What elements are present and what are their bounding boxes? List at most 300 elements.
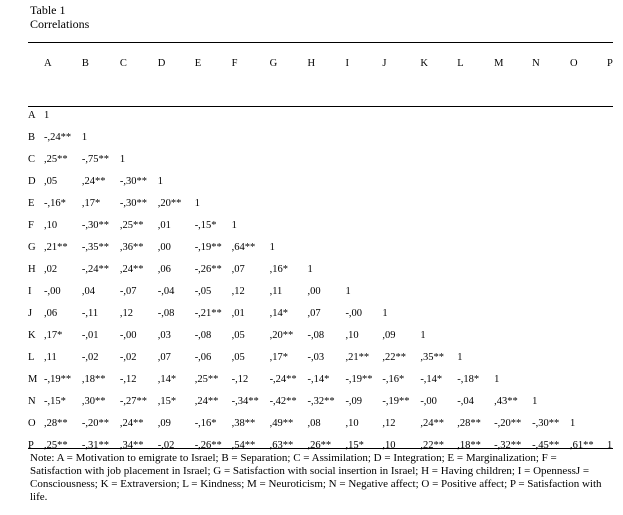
correlation-cell: ,21** — [43, 242, 68, 253]
correlation-cell — [457, 330, 494, 352]
correlation-cell — [570, 352, 607, 374]
column-header: A — [43, 58, 52, 69]
correlation-cell — [532, 220, 570, 242]
table-row — [28, 308, 623, 330]
correlation-cell — [607, 418, 623, 440]
correlation-cell — [382, 132, 420, 154]
table-row — [28, 418, 623, 440]
correlation-cell: ,22** — [382, 352, 406, 363]
correlation-cell: ,03 — [157, 330, 171, 341]
correlation-cell: -,00 — [420, 396, 437, 407]
correlation-cell — [232, 176, 270, 198]
correlation-cell — [270, 220, 308, 242]
correlation-cell — [494, 264, 532, 286]
correlation-cell: ,07 — [157, 352, 171, 363]
correlation-cell: ,10 — [43, 220, 58, 231]
row-label: I — [28, 286, 32, 297]
correlation-cell: -,19** — [43, 374, 72, 385]
row-label: C — [28, 154, 36, 165]
correlation-cell — [532, 242, 570, 264]
correlation-cell — [570, 132, 607, 154]
correlation-cell: ,04 — [81, 286, 96, 297]
correlation-cell — [570, 198, 607, 220]
correlation-cell — [457, 154, 494, 176]
column-header: B — [81, 58, 89, 69]
correlation-cell: -,11 — [81, 308, 99, 319]
correlation-cell: ,25** — [43, 154, 68, 165]
correlation-cell: ,17* — [269, 352, 288, 363]
correlation-cell: ,02 — [43, 264, 58, 275]
correlation-cell: ,01 — [157, 220, 171, 231]
correlation-cell: -,06 — [194, 352, 212, 363]
correlation-cell — [270, 198, 308, 220]
correlation-cell: -,20** — [81, 418, 110, 429]
correlation-cell — [607, 220, 623, 242]
correlation-cell — [308, 132, 346, 154]
table-row — [28, 220, 623, 242]
correlation-cell: -,30** — [119, 198, 147, 209]
correlation-cell: -,24** — [81, 264, 110, 275]
correlation-cell — [570, 330, 607, 352]
correlation-cell: -,35** — [81, 242, 110, 253]
correlation-cell: -,05 — [194, 286, 212, 297]
correlation-cell: ,05 — [231, 330, 245, 341]
correlation-cell — [308, 220, 346, 242]
correlation-cell: -,26** — [194, 440, 222, 451]
correlation-cell — [457, 110, 494, 132]
correlation-cell: -,00 — [119, 330, 137, 341]
correlation-cell: -,19** — [194, 242, 222, 253]
correlation-cell — [308, 176, 346, 198]
row-label: A — [28, 110, 36, 121]
correlation-cell: -,30** — [532, 418, 560, 429]
correlation-cell: ,24** — [119, 264, 144, 275]
correlation-cell: -,02 — [81, 352, 99, 363]
correlation-cell: 1 — [43, 110, 50, 121]
correlation-cell — [607, 396, 623, 418]
correlation-cell: ,07 — [307, 308, 321, 319]
correlation-cell: -,15* — [43, 396, 66, 407]
table-row — [28, 396, 623, 418]
row-label: N — [28, 396, 36, 407]
correlation-cell: ,05 — [43, 176, 58, 187]
correlation-cell — [195, 176, 232, 198]
correlation-cell: ,12 — [119, 308, 133, 319]
correlation-cell: -,32** — [307, 396, 335, 407]
correlation-cell — [570, 110, 607, 132]
correlation-cell — [532, 286, 570, 308]
correlation-cell — [232, 132, 270, 154]
correlation-cell — [532, 374, 570, 396]
correlation-cell — [270, 132, 308, 154]
table-body — [28, 78, 623, 462]
correlation-cell: -,07 — [119, 286, 137, 297]
correlation-cell: -,12 — [231, 374, 249, 385]
correlation-cell: 1 — [532, 396, 538, 407]
table-subtitle: Correlations — [30, 17, 90, 31]
correlation-cell — [607, 198, 623, 220]
correlation-cell: -,01 — [81, 330, 99, 341]
correlation-cell — [457, 242, 494, 264]
correlation-cell — [158, 110, 195, 132]
row-label: F — [28, 220, 34, 231]
correlation-cell: -,30** — [81, 220, 110, 231]
correlation-cell — [382, 154, 420, 176]
correlation-cell — [494, 176, 532, 198]
correlation-cell: -,26** — [194, 264, 222, 275]
correlation-cell — [570, 308, 607, 330]
correlation-cell — [494, 220, 532, 242]
correlation-cell — [494, 154, 532, 176]
correlation-cell: -,45** — [532, 440, 560, 451]
correlation-cell — [195, 154, 232, 176]
correlation-cell — [345, 220, 382, 242]
correlation-cell: -,14* — [420, 374, 443, 385]
table-row — [28, 352, 623, 374]
correlation-cell — [120, 110, 158, 132]
correlation-cell — [195, 132, 232, 154]
correlation-cell: 1 — [231, 220, 237, 231]
correlation-cell: ,63** — [269, 440, 294, 451]
correlation-cell — [494, 132, 532, 154]
correlation-cell — [494, 330, 532, 352]
correlation-cell: -,30** — [119, 176, 147, 187]
correlation-cell: ,16* — [269, 264, 288, 275]
correlation-cell: 1 — [494, 374, 500, 385]
correlation-cell — [420, 242, 457, 264]
correlation-cell: -,14* — [307, 374, 330, 385]
correlation-cell — [570, 374, 607, 396]
correlation-cell — [532, 110, 570, 132]
correlation-cell — [570, 242, 607, 264]
correlation-cell: -,20** — [494, 418, 522, 429]
correlation-cell — [532, 352, 570, 374]
correlation-cell: -,00 — [43, 286, 61, 297]
correlation-cell — [270, 154, 308, 176]
correlation-cell — [494, 242, 532, 264]
table-row — [28, 330, 623, 352]
correlation-cell: ,15* — [157, 396, 177, 407]
correlation-cell: -,08 — [307, 330, 325, 341]
correlation-cell — [457, 220, 494, 242]
correlation-cell — [532, 308, 570, 330]
correlation-cell: -,09 — [345, 396, 363, 407]
correlation-cell: ,12 — [231, 286, 245, 297]
correlation-cell: ,24** — [420, 418, 444, 429]
row-label: L — [28, 352, 35, 363]
correlation-cell — [382, 198, 420, 220]
row-label: J — [28, 308, 33, 319]
correlation-cell: ,24** — [119, 418, 144, 429]
table-row — [28, 110, 623, 132]
correlation-cell — [494, 286, 532, 308]
correlation-cell — [570, 286, 607, 308]
correlation-cell: -,03 — [307, 352, 325, 363]
correlation-cell: ,20** — [269, 330, 294, 341]
table-row — [28, 374, 623, 396]
correlation-cell: ,00 — [307, 286, 321, 297]
correlation-cell — [232, 154, 270, 176]
top-rule — [28, 42, 613, 43]
correlation-cell — [345, 154, 382, 176]
correlation-cell: ,10 — [345, 330, 359, 341]
correlation-cell: 1 — [345, 286, 351, 297]
correlation-cell: ,61** — [570, 440, 594, 451]
correlation-cell: ,10 — [345, 418, 359, 429]
correlation-cell: 1 — [81, 132, 88, 143]
correlation-cell: -,42** — [269, 396, 297, 407]
correlation-cell — [420, 264, 457, 286]
correlation-cell — [232, 110, 270, 132]
row-label: P — [28, 440, 34, 451]
table-row — [28, 198, 623, 220]
correlation-cell: -,12 — [119, 374, 137, 385]
correlation-cell — [532, 132, 570, 154]
correlation-cell — [308, 242, 346, 264]
correlation-cell — [382, 286, 420, 308]
correlation-cell — [532, 264, 570, 286]
correlation-cell — [494, 110, 532, 132]
correlation-cell: -,75** — [81, 154, 110, 165]
correlation-cell — [420, 110, 457, 132]
correlation-cell: -,16* — [382, 374, 405, 385]
correlation-cell: ,25** — [119, 220, 144, 231]
correlation-cell: 1 — [457, 352, 463, 363]
correlation-cell: ,06 — [157, 264, 171, 275]
correlation-cell: 1 — [307, 264, 313, 275]
correlation-cell: -,19** — [345, 374, 373, 385]
correlation-cell: 1 — [194, 198, 200, 209]
correlation-cell — [607, 308, 623, 330]
correlation-cell: -,18* — [457, 374, 480, 385]
correlation-cell — [457, 198, 494, 220]
correlation-cell: -,32** — [494, 440, 522, 451]
correlation-cell — [345, 176, 382, 198]
table-row — [28, 176, 623, 198]
row-label: H — [28, 264, 36, 275]
correlation-cell — [607, 242, 623, 264]
correlation-cell — [570, 264, 607, 286]
correlation-cell — [158, 154, 195, 176]
row-label: E — [28, 198, 35, 209]
correlation-cell — [382, 176, 420, 198]
correlation-cell: -,16* — [194, 418, 217, 429]
correlation-cell — [420, 132, 457, 154]
correlation-cell — [420, 308, 457, 330]
correlation-cell: -,24** — [43, 132, 72, 143]
correlation-cell — [345, 198, 382, 220]
correlation-cell: ,12 — [382, 418, 396, 429]
correlation-cell: ,24** — [81, 176, 106, 187]
correlation-cell — [532, 198, 570, 220]
correlation-cell — [345, 242, 382, 264]
correlation-cell — [607, 110, 623, 132]
column-header: N — [532, 58, 540, 69]
correlation-cell — [382, 242, 420, 264]
corner-header — [28, 58, 44, 78]
column-header: E — [194, 58, 202, 69]
correlation-cell: -,16* — [43, 198, 66, 209]
correlation-cell — [345, 110, 382, 132]
correlation-cell: -,02 — [157, 440, 175, 451]
correlation-cell: ,15* — [345, 440, 364, 451]
correlation-cell: ,28** — [457, 418, 481, 429]
correlation-cell: ,24** — [194, 396, 219, 407]
correlation-cell — [270, 110, 308, 132]
correlation-cell — [570, 396, 607, 418]
correlation-cell: 1 — [119, 154, 126, 165]
correlation-cell: ,30** — [81, 396, 106, 407]
correlation-cell: ,08 — [307, 418, 321, 429]
correlation-cell — [382, 110, 420, 132]
column-header: I — [345, 58, 349, 69]
correlation-cell: ,36** — [119, 242, 144, 253]
correlation-cell: ,10 — [382, 440, 396, 451]
correlation-cell — [232, 198, 270, 220]
correlation-cell: ,14* — [269, 308, 288, 319]
row-label: D — [28, 176, 36, 187]
correlation-cell: ,34** — [119, 440, 144, 451]
column-header: G — [269, 58, 278, 69]
correlation-cell — [532, 176, 570, 198]
correlation-cell — [308, 198, 346, 220]
correlation-cell: ,17* — [43, 330, 63, 341]
correlation-cell: -,04 — [157, 286, 175, 297]
column-header: C — [119, 58, 127, 69]
correlation-cell: -,31** — [81, 440, 110, 451]
correlation-cell: ,54** — [231, 440, 256, 451]
correlation-cell: ,20** — [157, 198, 182, 209]
correlation-cell — [607, 154, 623, 176]
correlation-cell: -,27** — [119, 396, 147, 407]
correlation-cell — [607, 352, 623, 374]
correlation-cell — [532, 154, 570, 176]
correlation-cell: ,11 — [43, 352, 57, 363]
correlation-cell — [457, 286, 494, 308]
column-header: J — [382, 58, 387, 69]
correlation-cell — [570, 176, 607, 198]
correlation-cell — [494, 352, 532, 374]
table-row — [28, 286, 623, 308]
correlation-cell: -,08 — [157, 308, 175, 319]
correlation-cell: -,00 — [345, 308, 363, 319]
correlation-cell: ,22** — [420, 440, 444, 451]
correlation-cell: ,25** — [194, 374, 219, 385]
correlation-cell — [345, 132, 382, 154]
correlation-cell: 1 — [606, 440, 613, 451]
column-header: H — [307, 58, 316, 69]
correlation-cell — [420, 220, 457, 242]
correlation-table — [28, 58, 623, 462]
correlation-cell: -,21** — [194, 308, 222, 319]
correlation-cell — [195, 110, 232, 132]
correlation-cell: ,43** — [494, 396, 518, 407]
spacer-cell — [28, 78, 623, 110]
correlation-cell: ,21** — [345, 352, 370, 363]
correlation-cell — [607, 132, 623, 154]
correlation-cell: -,34** — [231, 396, 259, 407]
correlation-cell: 1 — [420, 330, 426, 341]
correlation-cell — [607, 374, 623, 396]
correlation-cell: ,25** — [43, 440, 68, 451]
column-header-row — [28, 58, 623, 78]
column-header: O — [570, 58, 578, 69]
correlation-cell: 1 — [157, 176, 164, 187]
correlation-cell — [494, 308, 532, 330]
correlation-cell — [120, 132, 158, 154]
correlation-cell — [457, 264, 494, 286]
correlation-cell — [82, 110, 120, 132]
table-row — [28, 242, 623, 264]
correlation-cell: 1 — [570, 418, 576, 429]
column-header: K — [420, 58, 428, 69]
column-header: D — [157, 58, 166, 69]
correlation-cell — [494, 198, 532, 220]
correlation-cell: 1 — [382, 308, 388, 319]
correlation-cell: ,38** — [231, 418, 256, 429]
correlation-cell — [457, 308, 494, 330]
row-label: M — [28, 374, 38, 385]
correlation-cell — [420, 286, 457, 308]
correlation-cell: -,19** — [382, 396, 410, 407]
correlation-cell: ,64** — [231, 242, 256, 253]
correlation-cell: ,07 — [231, 264, 245, 275]
correlation-cell: ,01 — [231, 308, 245, 319]
table-note: Note: A = Motivation to emigrate to Israel; B = Separation; C = Assimilation; D = Integration; E = Marginalization; F = Satisfaction with job placement in Israel; G = Satisfaction with social insertion in Israel; H = Having children; I = OpennessJ = Consciousness; K = Extraversion; L = Kindness; M = Neuroticism; N = Negative affect; O = Positive affect; P = Satisfaction with life. — [30, 452, 602, 503]
correlation-cell — [308, 110, 346, 132]
correlation-cell — [420, 154, 457, 176]
correlation-cell — [607, 330, 623, 352]
column-header: L — [457, 58, 464, 69]
correlation-cell: -,08 — [194, 330, 212, 341]
correlation-cell: ,09 — [157, 418, 171, 429]
correlation-cell — [607, 176, 623, 198]
correlation-cell: ,09 — [382, 330, 396, 341]
correlation-cell — [270, 176, 308, 198]
correlation-cell — [420, 176, 457, 198]
correlation-cell: ,35** — [420, 352, 444, 363]
correlation-cell: ,17* — [81, 198, 101, 209]
correlation-cell: 1 — [269, 242, 275, 253]
correlation-cell: ,11 — [269, 286, 283, 297]
column-header: M — [494, 58, 504, 69]
correlation-cell: ,18** — [81, 374, 106, 385]
correlation-cell: ,00 — [157, 242, 171, 253]
correlation-cell: -,15* — [194, 220, 217, 231]
correlation-cell: -,04 — [457, 396, 474, 407]
correlation-cell — [158, 132, 195, 154]
correlation-cell: ,18** — [457, 440, 481, 451]
correlation-cell: ,06 — [43, 308, 58, 319]
table-caption — [30, 3, 89, 31]
correlation-cell: ,14* — [157, 374, 177, 385]
column-header: P — [606, 58, 613, 69]
correlation-cell — [570, 220, 607, 242]
correlation-cell — [382, 220, 420, 242]
row-label: K — [28, 330, 36, 341]
correlation-cell: ,05 — [231, 352, 245, 363]
correlation-cell: ,28** — [43, 418, 68, 429]
correlation-cell: ,26** — [307, 440, 332, 451]
correlation-cell — [607, 286, 623, 308]
correlation-cell — [570, 154, 607, 176]
row-label: O — [28, 418, 36, 429]
row-label: G — [28, 242, 36, 253]
spacer-row — [28, 78, 623, 110]
correlation-cell — [457, 132, 494, 154]
table-title: Table 1 — [30, 3, 66, 17]
correlation-cell: ,49** — [269, 418, 294, 429]
